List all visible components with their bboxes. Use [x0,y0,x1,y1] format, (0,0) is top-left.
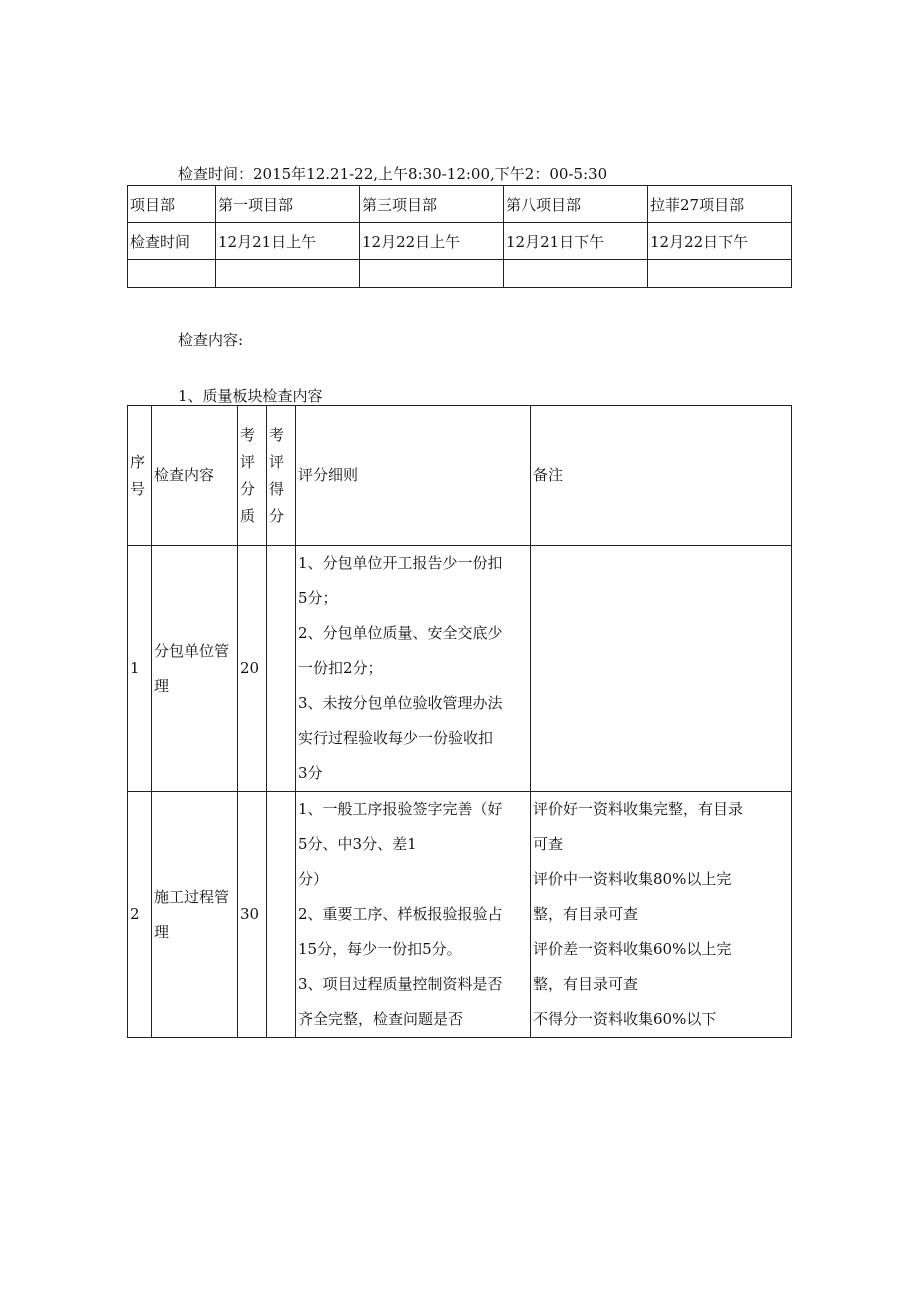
table-cell: 第三项目部 [360,186,504,223]
table-cell: 拉菲27项目部 [648,186,792,223]
table-cell: 12月21日上午 [216,223,360,260]
row-rules [296,792,531,1038]
table-row [128,260,792,288]
rule-line: 实行过程验收每少一份验收扣 [298,729,494,747]
rule-line: 齐全完整，检查问题是否 [298,1010,464,1028]
quality-table [127,405,792,1038]
rule-line: 3分 [298,764,323,782]
rule-line: 3、项目过程质量控制资料是否 [298,975,503,993]
table-cell: 第一项目部 [216,186,360,223]
header-score-quality: 考评分质 [238,406,267,546]
section-1-heading: 1、质量板块检查内容 [178,387,323,405]
rule-line: 分） [298,870,329,888]
rule-line: 2、分包单位质量、安全交底少 [298,624,503,642]
row-points: 20 [238,546,267,792]
header-rules: 评分细则 [296,406,531,546]
note-line: 评价好一资料收集完整，有目录 [533,800,744,818]
table-cell: 12月21日下午 [504,223,648,260]
note-line: 评价差一资料收集60%以上完 [533,940,732,958]
row-seq: 1 [128,546,152,792]
note-line: 评价中一资料收集80%以上完 [533,870,732,888]
table-cell [648,260,792,288]
table-row [128,546,792,792]
row-obtained [267,546,296,792]
table-cell: 12月22日下午 [648,223,792,260]
table-cell [128,260,216,288]
rule-line: 1、分包单位开工报告少一份扣 [298,554,503,572]
table-cell: 检查时间 [128,223,216,260]
note-line: 可查 [533,835,564,853]
header-score-obtained: 考评得分 [267,406,296,546]
table-cell [216,260,360,288]
row-notes [531,546,792,792]
rule-line: 一份扣2分； [298,659,383,677]
header-notes: 备注 [531,406,792,546]
row-seq: 2 [128,792,152,1038]
rule-line: 15分，每少一份扣5分。 [298,940,462,958]
table-cell [504,260,648,288]
rule-line: 1、一般工序报验签字完善（好 [298,800,503,818]
table-row [128,223,792,260]
note-line: 整，有目录可查 [533,975,639,993]
table-cell: 项目部 [128,186,216,223]
rule-line: 3、未按分包单位验收管理办法 [298,694,503,712]
row-content: 施工过程管理 [152,792,238,1038]
header-seq: 序号 [128,406,152,546]
table-header-row [128,406,792,546]
table-row [128,792,792,1038]
table-cell: 第八项目部 [504,186,648,223]
rule-line: 2、重要工序、样板报验报验占 [298,905,503,923]
inspection-content-heading: 检查内容: [178,331,244,349]
row-points: 30 [238,792,267,1038]
table-row [128,186,792,223]
schedule-table [127,185,792,288]
rule-line: 5分、中3分、差1 [298,835,417,853]
row-obtained [267,792,296,1038]
note-line: 整，有目录可查 [533,905,639,923]
row-notes [531,792,792,1038]
table-cell: 12月22日上午 [360,223,504,260]
rule-line: 5分； [298,589,338,607]
row-rules [296,546,531,792]
inspection-time-line: 检查时间：2015年12.21-22,上午8:30-12:00,下午2：00-5:30 [178,165,608,183]
note-line: 不得分一资料收集60%以下 [533,1010,717,1028]
header-content: 检查内容 [152,406,238,546]
table-cell [360,260,504,288]
row-content: 分包单位管理 [152,546,238,792]
